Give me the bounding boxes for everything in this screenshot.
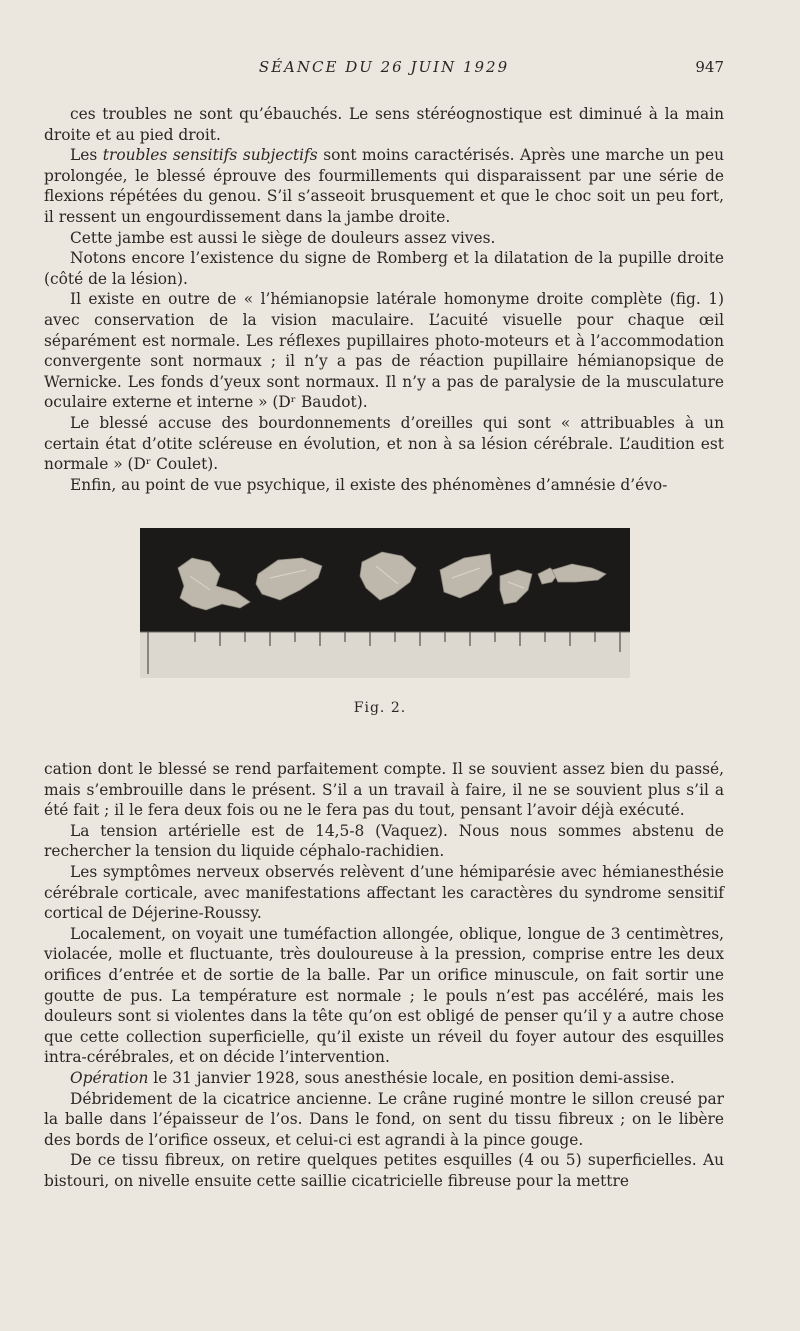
italic-run: troubles sensitifs subjectifs: [102, 146, 318, 165]
figure-caption: Fig. 2.: [353, 700, 407, 716]
figure-bone-fragments-photo: [140, 528, 630, 678]
paragraph: [44, 475, 724, 496]
body-text-after-figure: [44, 759, 724, 1191]
text-run: Notons encore l’existence du signe de Romberg et la dilatation de la pupille droite (côté de la lésion).: [44, 249, 724, 288]
text-run: Les: [70, 146, 103, 165]
paragraph: [44, 145, 724, 227]
paragraph: [44, 413, 724, 475]
paragraph: [44, 104, 724, 145]
running-head: [44, 58, 724, 82]
text-run: Le blessé accuse des bourdonnements d’oreilles qui sont « attribuables à un certain état d’otite scléreuse en évolution, et non à sa lésion cérébrale. L’audition est normale » (Dʳ Coulet).: [44, 413, 724, 474]
paragraph: [44, 759, 724, 821]
text-run: cation dont le blessé se rend parfaitement compte. Il se souvient assez bien du passé, mais s’embrouille dans le présent. S’il a un travail à faire, il ne se souvient plus s’il a été fait ; il le fera deux fois ou ne le fera pas du tout, pensant l’avoir déjà exécuté.: [44, 760, 724, 820]
ruler-strip: [140, 632, 630, 678]
text-run: Il existe en outre de « l’hémianopsie latérale homonyme droite complète (fig. 1) avec conservation de la vision maculaire. L’acuité visuelle pour chaque œil séparément est normale. Les réflexes pupillaires photo-moteurs et à l’accommodation convergente sont normaux ; il n’y a pas de réaction pupillaire hémianopsique de Wernicke. Les fonds d’yeux sont normaux. Il n’y a pas de paralysie de la musculature oculaire externe et interne » (Dʳ Baudot).: [44, 290, 724, 412]
paragraph: [44, 1089, 724, 1151]
paragraph: [44, 289, 724, 413]
page-number: 947: [695, 58, 724, 76]
italic-run: Opération: [70, 1068, 149, 1087]
paragraph: [44, 248, 724, 289]
text-run: sont moins caractérisés. Après une marche un peu prolongée, le blessé éprouve des fourmillements qui disparaissent par une série de flexions répétées du genou. S’il s’asseoit brusquement et que le choc soit un peu fort, il ressent un engourdissement dans la jambe droite.: [44, 146, 724, 226]
text-run: Cette jambe est aussi le siège de douleurs assez vives.: [70, 228, 496, 247]
paragraph: [44, 228, 724, 249]
paragraph: [44, 1150, 724, 1191]
text-run: Les symptômes nerveux observés relèvent d’une hémiparésie avec hémianesthésie cérébrale corticale, avec manifestations affectant les caractères du syndrome sensitif cortical de Déjerine-Roussy.: [44, 862, 724, 923]
text-run: le 31 janvier 1928, sous anesthésie locale, en position demi-assise.: [148, 1068, 675, 1087]
running-title: SÉANCE DU 26 JUIN 1929: [258, 58, 510, 76]
text-run: De ce tissu fibreux, on retire quelques petites esquilles (4 ou 5) superficielles. Au bistouri, on nivelle ensuite cette saillie cicatricielle fibreuse pour la mettre: [44, 1151, 724, 1190]
paragraph: [44, 821, 724, 862]
paragraph: [44, 1068, 724, 1089]
paragraph: [44, 924, 724, 1068]
text-run: Enfin, au point de vue psychique, il existe des phénomènes d’amnésie d’évo-: [70, 475, 668, 494]
text-run: ces troubles ne sont qu’ébauchés. Le sens stéréognostique est diminué à la main droite et au pied droit.: [44, 105, 724, 144]
paragraph: [44, 862, 724, 924]
text-run: La tension artérielle est de 14,5-8 (Vaquez). Nous nous sommes abstenu de rechercher la tension du liquide céphalo-rachidien.: [44, 821, 724, 861]
text-run: Débridement de la cicatrice ancienne. Le crâne ruginé montre le sillon creusé par la balle dans l’épaisseur de l’os. Dans le fond, on sent du tissu fibreux ; on le libère des bords de l’orifice osseux, et celui-ci est agrandi à la pince gouge.: [44, 1089, 724, 1149]
body-text-before-figure: [44, 104, 724, 495]
text-run: Localement, on voyait une tuméfaction allongée, oblique, longue de 3 centimètres, violacée, molle et fluctuante, très douloureuse à la pression, comprise entre les deux orifices d’entrée et de sortie de la balle. Par un orifice minuscule, on fait sortir une goutte de pus. La température est normale ; le pouls n’est pas accéléré, mais les douleurs sont si violentes dans la tête qu’on est obligé de penser qu’il y a autre chose que cette collection superficielle, qu’il existe un réveil du foyer autour des esquilles intra-cérébrales, et on décide l’intervention.: [44, 924, 724, 1067]
